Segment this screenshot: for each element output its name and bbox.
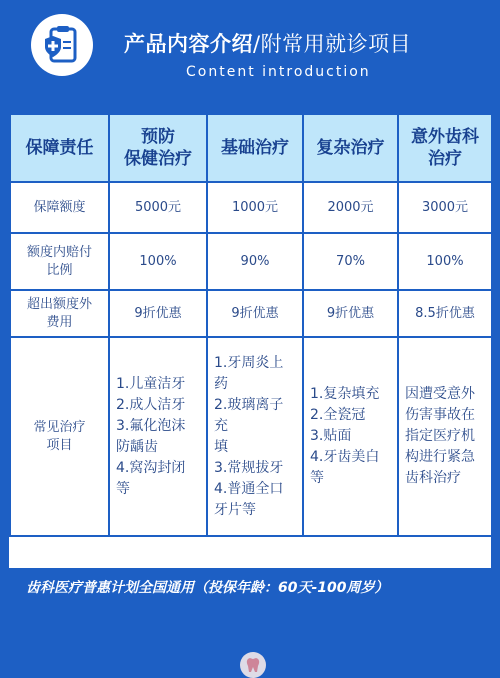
table-cell: 9折优惠 <box>109 290 207 337</box>
column-header-4: 意外齿科 治疗 <box>398 114 492 182</box>
title-separator: / <box>253 32 261 56</box>
table-row <box>10 233 492 290</box>
title-main: 产品内容介绍 <box>124 32 253 56</box>
table-cell: 1000元 <box>207 182 303 233</box>
table-cell: 90% <box>207 233 303 290</box>
treatment-list-cell <box>109 337 207 536</box>
page-title <box>124 28 411 58</box>
table-cell: 2000元 <box>303 182 398 233</box>
row-label: 超出额度外 费用 <box>10 290 109 337</box>
list-item: 3.贴面 <box>310 428 352 444</box>
list-item: 1.儿童洁牙 <box>116 375 186 392</box>
list-item: 1.复杂填充 <box>310 386 380 402</box>
shield-clipboard-icon <box>43 25 81 65</box>
column-header-0: 保障责任 <box>10 114 109 182</box>
table-cell: 100% <box>109 233 207 290</box>
list-item: 4.牙齿美白等 <box>310 449 380 486</box>
row-label: 常见治疗 项目 <box>10 337 109 536</box>
row-label: 保障额度 <box>10 182 109 233</box>
table-cell: 9折优惠 <box>207 290 303 337</box>
treatment-list-cell <box>398 337 492 536</box>
list-item: 2.成人洁牙 <box>116 396 186 413</box>
logo-badge <box>31 14 93 76</box>
footer-note: 齿科医疗普惠计划全国通用（投保年龄：60天-100周岁） <box>26 580 389 596</box>
coverage-table-container <box>9 113 491 568</box>
list-item: 因遭受意外 伤害事故在 指定医疗机 构进行紧急 齿科治疗 <box>405 386 475 486</box>
tooth-icon <box>246 657 260 673</box>
treatment-list-cell <box>303 337 398 536</box>
table-cell: 70% <box>303 233 398 290</box>
list-item: 1.牙周炎上药 <box>214 354 284 392</box>
table-row <box>10 182 492 233</box>
list-item: 3.常规拔牙 <box>214 459 284 476</box>
treatment-list-cell <box>207 337 303 536</box>
column-header-1: 预防 保健治疗 <box>109 114 207 182</box>
table-cell: 100% <box>398 233 492 290</box>
table-cell: 5000元 <box>109 182 207 233</box>
page-subtitle: Content introduction <box>186 64 371 80</box>
column-header-3: 复杂治疗 <box>303 114 398 182</box>
tooth-watermark <box>240 652 266 678</box>
list-item: 4.窝沟封闭 等 <box>116 459 186 497</box>
table-cell: 3000元 <box>398 182 492 233</box>
column-header-2: 基础治疗 <box>207 114 303 182</box>
table-cell: 9折优惠 <box>303 290 398 337</box>
title-sub: 附常用就诊项目 <box>260 32 412 56</box>
row-label: 额度内赔付 比例 <box>10 233 109 290</box>
coverage-table <box>9 113 493 537</box>
list-item: 2.全瓷冠 <box>310 407 366 423</box>
table-cell: 8.5折优惠 <box>398 290 492 337</box>
list-item: 3.氟化泡沫 防龋齿 <box>116 417 186 455</box>
list-item: 4.普通全口 牙片等 <box>214 480 284 518</box>
table-header-row <box>10 114 492 182</box>
list-item: 2.玻璃离子充 填 <box>214 396 284 455</box>
table-row <box>10 290 492 337</box>
table-row <box>10 337 492 536</box>
header <box>0 0 500 100</box>
